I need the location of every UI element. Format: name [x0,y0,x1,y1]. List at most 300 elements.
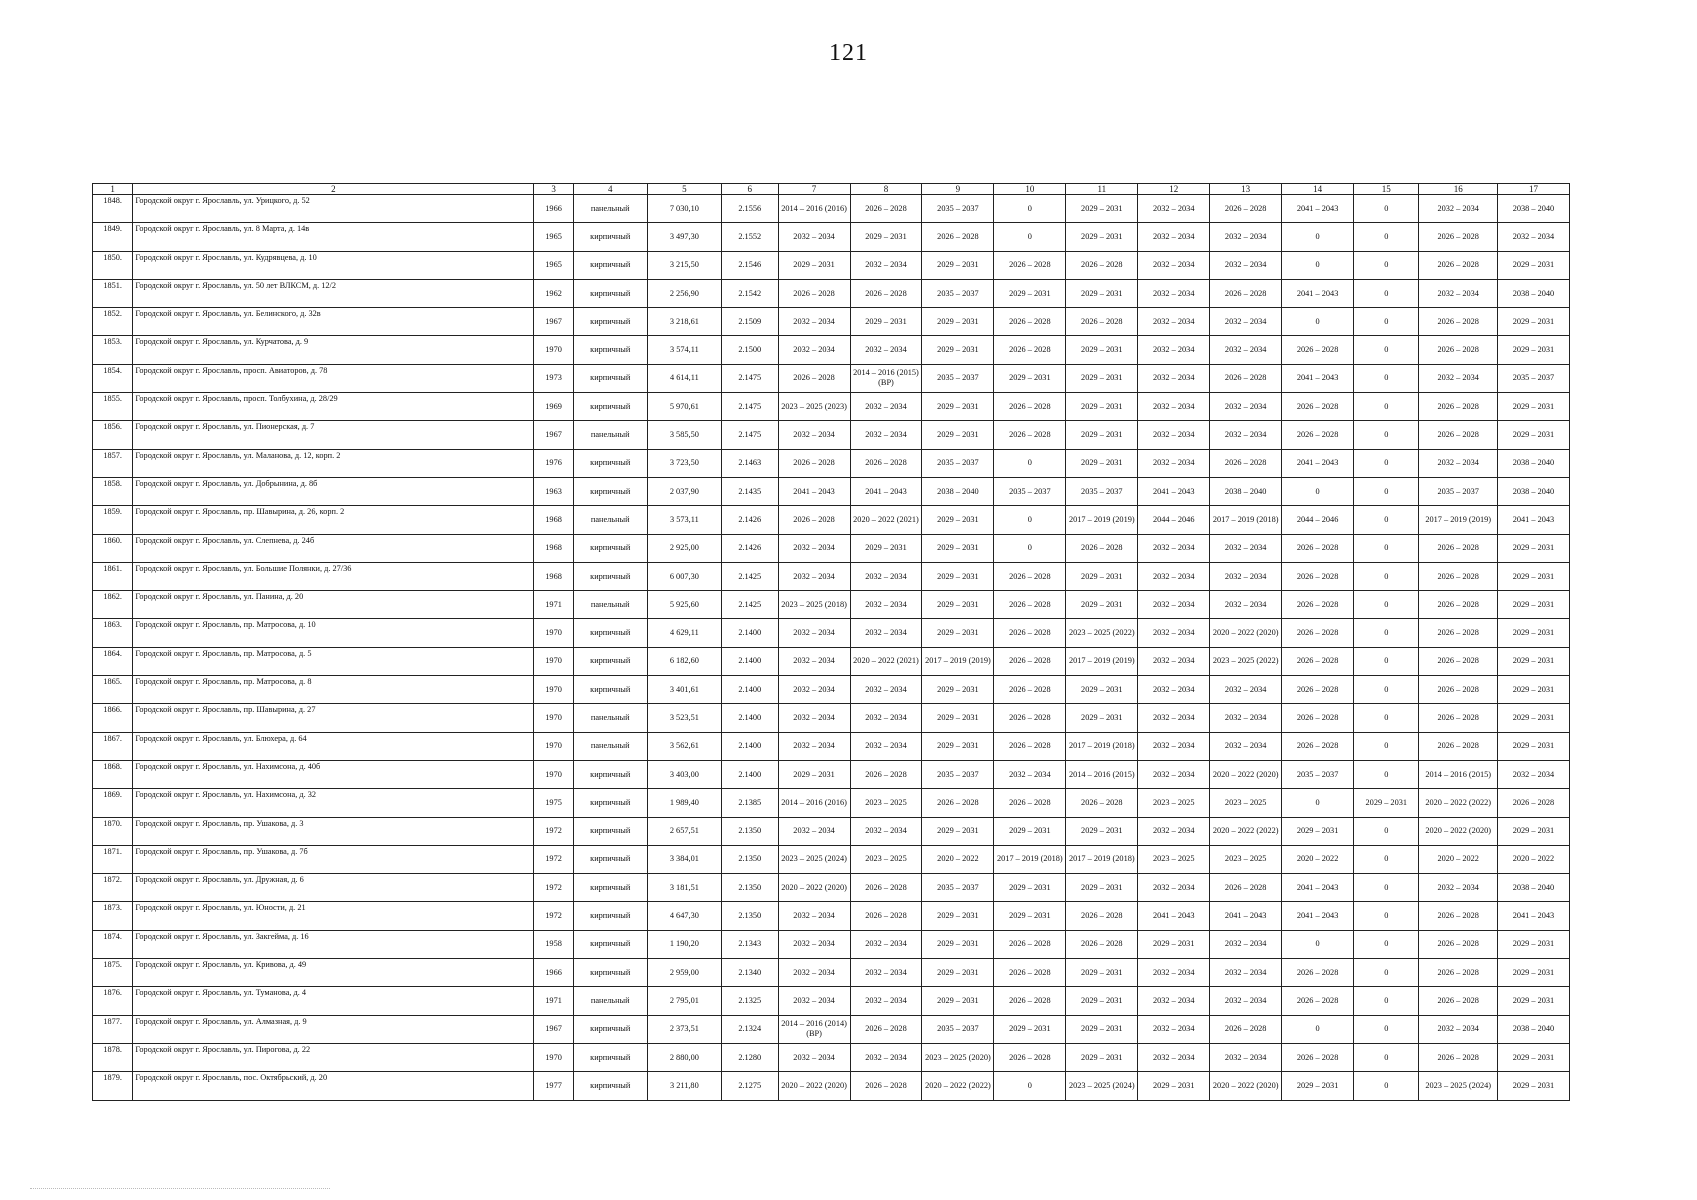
period-cell-col-13: 2020 – 2022 (2020) [1210,1072,1282,1100]
period-cell-col-8: 2026 – 2028 [850,1072,922,1100]
period-cell-col-9: 2035 – 2037 [922,874,994,902]
period-cell-col-9: 2029 – 2031 [922,732,994,760]
period-cell-col-14: 2026 – 2028 [1282,562,1354,590]
table-row [93,647,1570,675]
period-cell-col-10: 2026 – 2028 [994,959,1066,987]
period-cell-col-8: 2032 – 2034 [850,591,922,619]
coefficient-cell: 2.1509 [721,308,778,336]
period-cell-col-15: 0 [1354,704,1419,732]
year-built-cell: 1970 [534,619,573,647]
period-cell-col-10: 2026 – 2028 [994,308,1066,336]
period-cell-col-12: 2023 – 2025 [1138,845,1210,873]
period-cell-col-14: 2041 – 2043 [1282,279,1354,307]
year-built-cell: 1976 [534,449,573,477]
wall-material-cell: кирпичный [573,817,647,845]
period-cell-col-16: 2026 – 2028 [1419,619,1497,647]
period-cell-col-11: 2026 – 2028 [1066,930,1138,958]
period-cell-col-11: 2029 – 2031 [1066,704,1138,732]
period-cell-col-10: 2026 – 2028 [994,562,1066,590]
table-row [93,449,1570,477]
period-cell-col-11: 2035 – 2037 [1066,477,1138,505]
address-cell: Городской округ г. Ярославль, просп. Толбухина, д. 28/29 [133,393,534,421]
period-cell-col-15: 0 [1354,1043,1419,1071]
table-row [93,506,1570,534]
address-cell: Городской округ г. Ярославль, пр. Шавырина, д. 27 [133,704,534,732]
wall-material-cell: панельный [573,704,647,732]
wall-material-cell: кирпичный [573,959,647,987]
year-built-cell: 1967 [534,308,573,336]
area-cell: 2 959,00 [647,959,721,987]
period-cell-col-17: 2029 – 2031 [1497,676,1569,704]
period-cell-col-13: 2032 – 2034 [1210,676,1282,704]
period-cell-col-12: 2032 – 2034 [1138,959,1210,987]
address-cell: Городской округ г. Ярославль, ул. 8 Марта, д. 14в [133,223,534,251]
area-cell: 6 007,30 [647,562,721,590]
table-row [93,393,1570,421]
period-cell-col-16: 2026 – 2028 [1419,1043,1497,1071]
period-cell-col-14: 2041 – 2043 [1282,874,1354,902]
area-cell: 2 880,00 [647,1043,721,1071]
period-cell-col-7: 2032 – 2034 [778,562,850,590]
period-cell-col-16: 2026 – 2028 [1419,251,1497,279]
area-cell: 2 037,90 [647,477,721,505]
wall-material-cell: кирпичный [573,1015,647,1043]
coefficient-cell: 2.1546 [721,251,778,279]
wall-material-cell: кирпичный [573,223,647,251]
coefficient-cell: 2.1280 [721,1043,778,1071]
period-cell-col-17: 2029 – 2031 [1497,1072,1569,1100]
area-cell: 4 629,11 [647,619,721,647]
period-cell-col-15: 0 [1354,562,1419,590]
table-row [93,1015,1570,1043]
address-cell: Городской округ г. Ярославль, ул. Слепнева, д. 24б [133,534,534,562]
period-cell-col-8: 2026 – 2028 [850,760,922,788]
wall-material-cell: кирпичный [573,930,647,958]
period-cell-col-14: 2044 – 2046 [1282,506,1354,534]
address-cell: Городской округ г. Ярославль, ул. Маланова, д. 12, корп. 2 [133,449,534,477]
period-cell-col-11: 2029 – 2031 [1066,817,1138,845]
period-cell-col-12: 2032 – 2034 [1138,874,1210,902]
period-cell-col-11: 2014 – 2016 (2015) [1066,760,1138,788]
table-row [93,223,1570,251]
address-cell: Городской округ г. Ярославль, ул. Кудрявцева, д. 10 [133,251,534,279]
period-cell-col-11: 2026 – 2028 [1066,902,1138,930]
year-built-cell: 1970 [534,1043,573,1071]
wall-material-cell: кирпичный [573,308,647,336]
period-cell-col-14: 2026 – 2028 [1282,421,1354,449]
period-cell-col-14: 2035 – 2037 [1282,760,1354,788]
period-cell-col-12: 2032 – 2034 [1138,647,1210,675]
table-row [93,619,1570,647]
row-number-cell: 1865. [93,676,133,704]
row-number-cell: 1854. [93,364,133,392]
housing-table-container [92,183,1570,1101]
address-cell: Городской округ г. Ярославль, пр. Ушакова, д. 3 [133,817,534,845]
period-cell-col-13: 2020 – 2022 (2022) [1210,817,1282,845]
wall-material-cell: панельный [573,732,647,760]
address-cell: Городской округ г. Ярославль, ул. Блюхера, д. 64 [133,732,534,760]
period-cell-col-13: 2032 – 2034 [1210,251,1282,279]
table-row [93,789,1570,817]
period-cell-col-16: 2026 – 2028 [1419,930,1497,958]
period-cell-col-11: 2029 – 2031 [1066,591,1138,619]
table-row [93,845,1570,873]
period-cell-col-16: 2026 – 2028 [1419,959,1497,987]
period-cell-col-8: 2026 – 2028 [850,1015,922,1043]
wall-material-cell: панельный [573,195,647,223]
period-cell-col-11: 2017 – 2019 (2019) [1066,506,1138,534]
period-cell-col-10: 2026 – 2028 [994,619,1066,647]
period-cell-col-15: 0 [1354,1015,1419,1043]
table-row [93,704,1570,732]
period-cell-col-8: 2014 – 2016 (2015) (ВР) [850,364,922,392]
period-cell-col-7: 2020 – 2022 (2020) [778,874,850,902]
row-number-cell: 1863. [93,619,133,647]
period-cell-col-13: 2041 – 2043 [1210,902,1282,930]
period-cell-col-13: 2032 – 2034 [1210,562,1282,590]
period-cell-col-16: 2026 – 2028 [1419,902,1497,930]
period-cell-col-11: 2029 – 2031 [1066,959,1138,987]
period-cell-col-14: 2026 – 2028 [1282,619,1354,647]
period-cell-col-11: 2029 – 2031 [1066,195,1138,223]
period-cell-col-10: 0 [994,449,1066,477]
area-cell: 2 925,00 [647,534,721,562]
period-cell-col-13: 2023 – 2025 [1210,789,1282,817]
period-cell-col-15: 0 [1354,251,1419,279]
table-row [93,279,1570,307]
area-cell: 3 181,51 [647,874,721,902]
period-cell-col-15: 0 [1354,817,1419,845]
period-cell-col-15: 0 [1354,647,1419,675]
period-cell-col-11: 2017 – 2019 (2018) [1066,845,1138,873]
coefficient-cell: 2.1400 [721,647,778,675]
area-cell: 4 647,30 [647,902,721,930]
area-cell: 6 182,60 [647,647,721,675]
table-row [93,308,1570,336]
period-cell-col-9: 2029 – 2031 [922,251,994,279]
period-cell-col-12: 2029 – 2031 [1138,930,1210,958]
table-row [93,902,1570,930]
coefficient-cell: 2.1400 [721,619,778,647]
period-cell-col-14: 2026 – 2028 [1282,591,1354,619]
period-cell-col-7: 2032 – 2034 [778,732,850,760]
area-cell: 7 030,10 [647,195,721,223]
period-cell-col-8: 2032 – 2034 [850,1043,922,1071]
coefficient-cell: 2.1350 [721,845,778,873]
period-cell-col-11: 2029 – 2031 [1066,562,1138,590]
period-cell-col-10: 2026 – 2028 [994,1043,1066,1071]
period-cell-col-17: 2020 – 2022 [1497,845,1569,873]
area-cell: 3 384,01 [647,845,721,873]
period-cell-col-16: 2032 – 2034 [1419,449,1497,477]
year-built-cell: 1972 [534,874,573,902]
wall-material-cell: кирпичный [573,619,647,647]
period-cell-col-9: 2029 – 2031 [922,987,994,1015]
period-cell-col-15: 2029 – 2031 [1354,789,1419,817]
column-header-17: 17 [1497,184,1569,195]
period-cell-col-9: 2029 – 2031 [922,534,994,562]
period-cell-col-8: 2026 – 2028 [850,195,922,223]
period-cell-col-8: 2032 – 2034 [850,393,922,421]
column-header-14: 14 [1282,184,1354,195]
coefficient-cell: 2.1385 [721,789,778,817]
table-row [93,591,1570,619]
period-cell-col-10: 2026 – 2028 [994,732,1066,760]
period-cell-col-9: 2029 – 2031 [922,562,994,590]
period-cell-col-10: 2026 – 2028 [994,421,1066,449]
period-cell-col-16: 2026 – 2028 [1419,336,1497,364]
period-cell-col-13: 2020 – 2022 (2020) [1210,619,1282,647]
period-cell-col-10: 2029 – 2031 [994,817,1066,845]
row-number-cell: 1848. [93,195,133,223]
period-cell-col-7: 2014 – 2016 (2016) [778,789,850,817]
area-cell: 5 925,60 [647,591,721,619]
period-cell-col-17: 2029 – 2031 [1497,562,1569,590]
year-built-cell: 1970 [534,647,573,675]
coefficient-cell: 2.1400 [721,760,778,788]
period-cell-col-17: 2029 – 2031 [1497,421,1569,449]
coefficient-cell: 2.1475 [721,364,778,392]
column-header-10: 10 [994,184,1066,195]
address-cell: Городской округ г. Ярославль, ул. Дружная, д. 6 [133,874,534,902]
period-cell-col-10: 0 [994,506,1066,534]
row-number-cell: 1871. [93,845,133,873]
period-cell-col-14: 2041 – 2043 [1282,364,1354,392]
period-cell-col-13: 2032 – 2034 [1210,534,1282,562]
table-row [93,1072,1570,1100]
period-cell-col-8: 2032 – 2034 [850,817,922,845]
coefficient-cell: 2.1500 [721,336,778,364]
coefficient-cell: 2.1325 [721,987,778,1015]
period-cell-col-17: 2029 – 2031 [1497,987,1569,1015]
period-cell-col-16: 2020 – 2022 (2022) [1419,789,1497,817]
year-built-cell: 1970 [534,676,573,704]
period-cell-col-17: 2029 – 2031 [1497,393,1569,421]
address-cell: Городской округ г. Ярославль, ул. Туманова, д. 4 [133,987,534,1015]
wall-material-cell: кирпичный [573,760,647,788]
year-built-cell: 1967 [534,421,573,449]
period-cell-col-14: 2026 – 2028 [1282,704,1354,732]
period-cell-col-16: 2032 – 2034 [1419,279,1497,307]
period-cell-col-16: 2032 – 2034 [1419,874,1497,902]
period-cell-col-7: 2032 – 2034 [778,1043,850,1071]
coefficient-cell: 2.1426 [721,534,778,562]
column-header-13: 13 [1210,184,1282,195]
table-row [93,534,1570,562]
period-cell-col-13: 2026 – 2028 [1210,195,1282,223]
period-cell-col-9: 2029 – 2031 [922,591,994,619]
area-cell: 3 723,50 [647,449,721,477]
wall-material-cell: кирпичный [573,676,647,704]
period-cell-col-16: 2020 – 2022 [1419,845,1497,873]
period-cell-col-16: 2026 – 2028 [1419,676,1497,704]
row-number-cell: 1860. [93,534,133,562]
table-row [93,760,1570,788]
row-number-cell: 1862. [93,591,133,619]
period-cell-col-13: 2026 – 2028 [1210,364,1282,392]
period-cell-col-10: 2017 – 2019 (2018) [994,845,1066,873]
table-row [93,874,1570,902]
year-built-cell: 1973 [534,364,573,392]
wall-material-cell: кирпичный [573,279,647,307]
period-cell-col-8: 2020 – 2022 (2021) [850,647,922,675]
period-cell-col-14: 2026 – 2028 [1282,1043,1354,1071]
table-row [93,251,1570,279]
row-number-cell: 1872. [93,874,133,902]
period-cell-col-14: 0 [1282,789,1354,817]
address-cell: Городской округ г. Ярославль, ул. Большие Полянки, д. 27/36 [133,562,534,590]
table-row [93,817,1570,845]
period-cell-col-7: 2032 – 2034 [778,308,850,336]
period-cell-col-7: 2026 – 2028 [778,506,850,534]
period-cell-col-16: 2023 – 2025 (2024) [1419,1072,1497,1100]
period-cell-col-14: 2026 – 2028 [1282,959,1354,987]
period-cell-col-15: 0 [1354,591,1419,619]
period-cell-col-9: 2023 – 2025 (2020) [922,1043,994,1071]
period-cell-col-9: 2035 – 2037 [922,279,994,307]
period-cell-col-10: 2029 – 2031 [994,279,1066,307]
period-cell-col-7: 2032 – 2034 [778,817,850,845]
period-cell-col-8: 2026 – 2028 [850,874,922,902]
period-cell-col-11: 2023 – 2025 (2022) [1066,619,1138,647]
column-header-11: 11 [1066,184,1138,195]
period-cell-col-8: 2032 – 2034 [850,251,922,279]
address-cell: Городской округ г. Ярославль, ул. Добрынина, д. 8б [133,477,534,505]
table-row [93,195,1570,223]
period-cell-col-13: 2032 – 2034 [1210,704,1282,732]
year-built-cell: 1962 [534,279,573,307]
year-built-cell: 1971 [534,987,573,1015]
period-cell-col-17: 2029 – 2031 [1497,732,1569,760]
address-cell: Городской округ г. Ярославль, ул. Юности, д. 21 [133,902,534,930]
period-cell-col-10: 2032 – 2034 [994,760,1066,788]
period-cell-col-13: 2020 – 2022 (2020) [1210,760,1282,788]
row-number-cell: 1850. [93,251,133,279]
period-cell-col-7: 2041 – 2043 [778,477,850,505]
address-cell: Городской округ г. Ярославль, ул. Пирогова, д. 22 [133,1043,534,1071]
period-cell-col-7: 2029 – 2031 [778,251,850,279]
address-cell: Городской округ г. Ярославль, просп. Авиаторов, д. 78 [133,364,534,392]
period-cell-col-17: 2029 – 2031 [1497,308,1569,336]
period-cell-col-9: 2029 – 2031 [922,619,994,647]
period-cell-col-7: 2029 – 2031 [778,760,850,788]
address-cell: Городской округ г. Ярославль, пр. Матросова, д. 8 [133,676,534,704]
row-number-cell: 1868. [93,760,133,788]
period-cell-col-15: 0 [1354,760,1419,788]
period-cell-col-17: 2038 – 2040 [1497,477,1569,505]
wall-material-cell: кирпичный [573,1043,647,1071]
area-cell: 3 215,50 [647,251,721,279]
header-row [93,184,1570,195]
address-cell: Городской округ г. Ярославль, ул. Белинского, д. 32в [133,308,534,336]
table-header [93,184,1570,195]
period-cell-col-7: 2023 – 2025 (2018) [778,591,850,619]
table-body [93,195,1570,1101]
period-cell-col-12: 2032 – 2034 [1138,619,1210,647]
wall-material-cell: кирпичный [573,393,647,421]
period-cell-col-14: 2026 – 2028 [1282,732,1354,760]
period-cell-col-8: 2023 – 2025 [850,789,922,817]
period-cell-col-17: 2041 – 2043 [1497,902,1569,930]
coefficient-cell: 2.1475 [721,421,778,449]
period-cell-col-12: 2032 – 2034 [1138,817,1210,845]
address-cell: Городской округ г. Ярославль, пр. Матросова, д. 10 [133,619,534,647]
period-cell-col-10: 2035 – 2037 [994,477,1066,505]
period-cell-col-12: 2032 – 2034 [1138,279,1210,307]
period-cell-col-16: 2026 – 2028 [1419,591,1497,619]
period-cell-col-11: 2017 – 2019 (2019) [1066,647,1138,675]
period-cell-col-16: 2035 – 2037 [1419,477,1497,505]
area-cell: 1 989,40 [647,789,721,817]
period-cell-col-17: 2032 – 2034 [1497,760,1569,788]
period-cell-col-13: 2032 – 2034 [1210,336,1282,364]
period-cell-col-16: 2026 – 2028 [1419,704,1497,732]
table-row [93,1043,1570,1071]
column-header-16: 16 [1419,184,1497,195]
period-cell-col-9: 2038 – 2040 [922,477,994,505]
period-cell-col-13: 2026 – 2028 [1210,279,1282,307]
period-cell-col-15: 0 [1354,619,1419,647]
coefficient-cell: 2.1400 [721,732,778,760]
period-cell-col-12: 2032 – 2034 [1138,449,1210,477]
row-number-cell: 1851. [93,279,133,307]
wall-material-cell: кирпичный [573,789,647,817]
period-cell-col-15: 0 [1354,732,1419,760]
period-cell-col-11: 2026 – 2028 [1066,308,1138,336]
period-cell-col-13: 2026 – 2028 [1210,1015,1282,1043]
period-cell-col-8: 2032 – 2034 [850,336,922,364]
period-cell-col-17: 2026 – 2028 [1497,789,1569,817]
period-cell-col-8: 2032 – 2034 [850,421,922,449]
period-cell-col-7: 2014 – 2016 (2016) [778,195,850,223]
period-cell-col-11: 2029 – 2031 [1066,336,1138,364]
address-cell: Городской округ г. Ярославль, ул. Урицкого, д. 52 [133,195,534,223]
row-number-cell: 1861. [93,562,133,590]
period-cell-col-14: 2026 – 2028 [1282,647,1354,675]
year-built-cell: 1970 [534,732,573,760]
period-cell-col-8: 2032 – 2034 [850,676,922,704]
year-built-cell: 1972 [534,902,573,930]
table-row [93,987,1570,1015]
period-cell-col-14: 2026 – 2028 [1282,676,1354,704]
period-cell-col-13: 2023 – 2025 [1210,845,1282,873]
period-cell-col-16: 2032 – 2034 [1419,364,1497,392]
period-cell-col-14: 2026 – 2028 [1282,534,1354,562]
period-cell-col-9: 2029 – 2031 [922,393,994,421]
period-cell-col-17: 2035 – 2037 [1497,364,1569,392]
period-cell-col-8: 2029 – 2031 [850,223,922,251]
period-cell-col-11: 2017 – 2019 (2018) [1066,732,1138,760]
area-cell: 3 573,11 [647,506,721,534]
period-cell-col-12: 2032 – 2034 [1138,534,1210,562]
housing-repair-schedule-table [92,183,1570,1101]
wall-material-cell: кирпичный [573,477,647,505]
period-cell-col-17: 2038 – 2040 [1497,449,1569,477]
row-number-cell: 1875. [93,959,133,987]
area-cell: 3 211,80 [647,1072,721,1100]
period-cell-col-7: 2032 – 2034 [778,902,850,930]
column-header-6: 6 [721,184,778,195]
period-cell-col-15: 0 [1354,477,1419,505]
row-number-cell: 1864. [93,647,133,675]
period-cell-col-16: 2026 – 2028 [1419,308,1497,336]
period-cell-col-11: 2029 – 2031 [1066,1043,1138,1071]
area-cell: 3 401,61 [647,676,721,704]
period-cell-col-14: 2029 – 2031 [1282,1072,1354,1100]
area-cell: 2 795,01 [647,987,721,1015]
period-cell-col-11: 2029 – 2031 [1066,364,1138,392]
period-cell-col-14: 2026 – 2028 [1282,336,1354,364]
